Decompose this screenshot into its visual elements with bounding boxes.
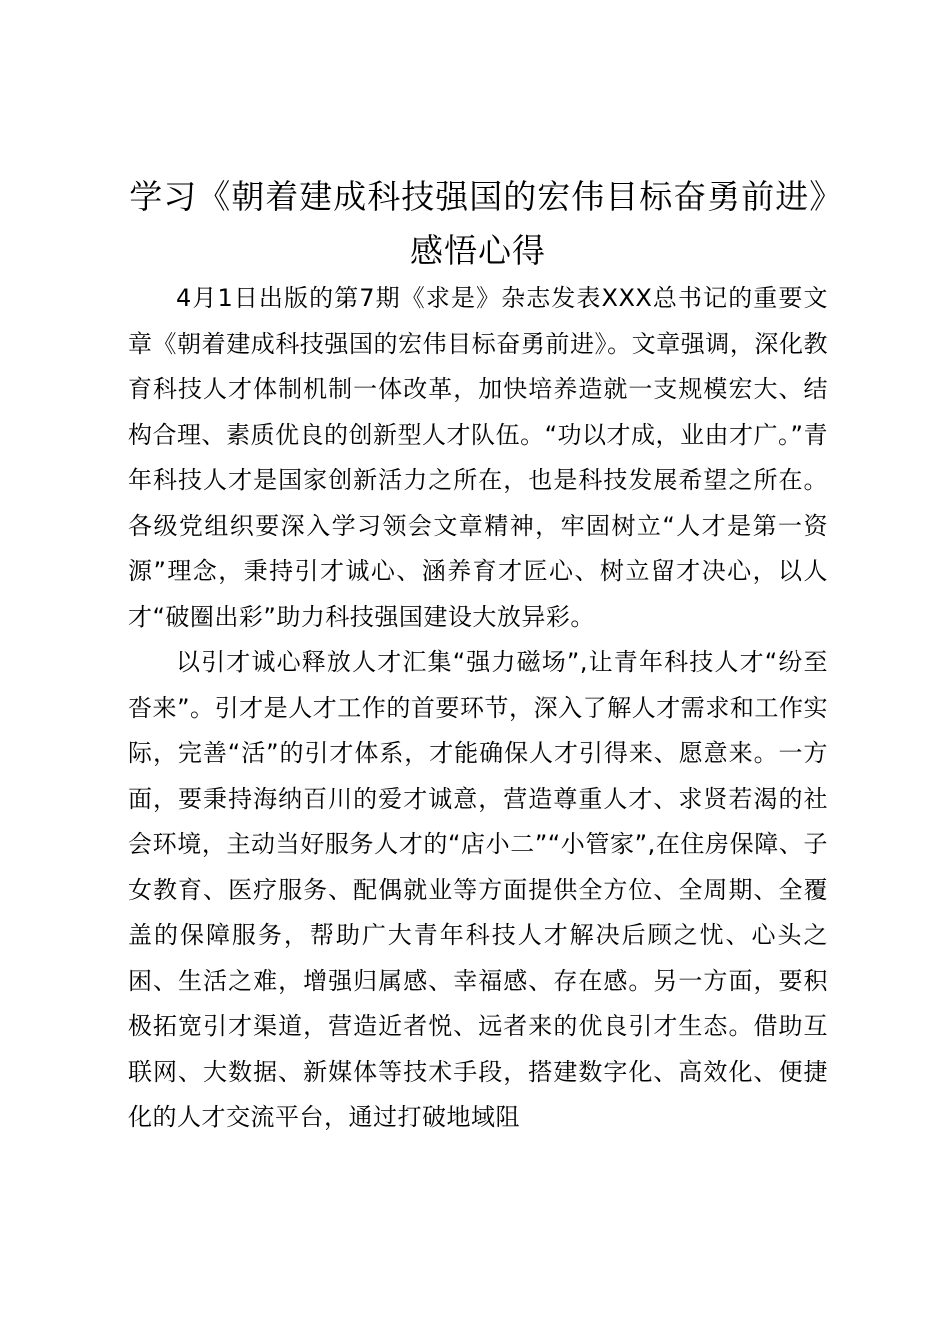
document-body bbox=[128, 276, 828, 1141]
body-paragraph-2: 以引才诚心释放人才汇集“强力磁场”,让青年科技人才“纷至沓来”。引才是人才工作的首要环节，深入了解人才需求和工作实际，完善“活”的引才体系，才能确保人才引得来、愿意来。一方面，要秉持海纳百川的爱才诚意，营造尊重人才、求贤若渴的社会环境，主动当好服务人才的“店小二”“小管家”,在住房保障、子女教育、医疗服务、配偶就业等方面提供全方位、全周期、全覆盖的保障服务，帮助广大青年科技人才解决后顾之忧、心头之困、生活之难，增强归属感、幸福感、存在感。另一方面，要积极拓宽引才渠道，营造近者悦、远者来的优良引才生态。借助互联网、大数据、新媒体等技术手段，搭建数字化、高效化、便捷化的人才交流平台，通过打破地域阻 bbox=[128, 648, 828, 1131]
document-title: 学习《朝着建成科技强国的宏伟目标奋勇前进》感悟心得 bbox=[129, 177, 827, 270]
body-paragraph-1: 4月1日出版的第7期《求是》杂志发表XXX总书记的重要文章《朝着建成科技强国的宏伟目标奋勇前进》。文章强调，深化教育科技人才体制机制一体改革，加快培养造就一支规模宏大、结构合理、素质优良的创新型人才队伍。“功以才成，业由才广。”青年科技人才是国家创新活力之所在，也是科技发展希望之所在。各级党组织要深入学习领会文章精神，牢固树立“人才是第一资源”理念，秉持引才诚心、涵养育才匠心、树立留才决心，以人才“破圈出彩”助力科技强国建设大放异彩。 bbox=[128, 284, 828, 631]
